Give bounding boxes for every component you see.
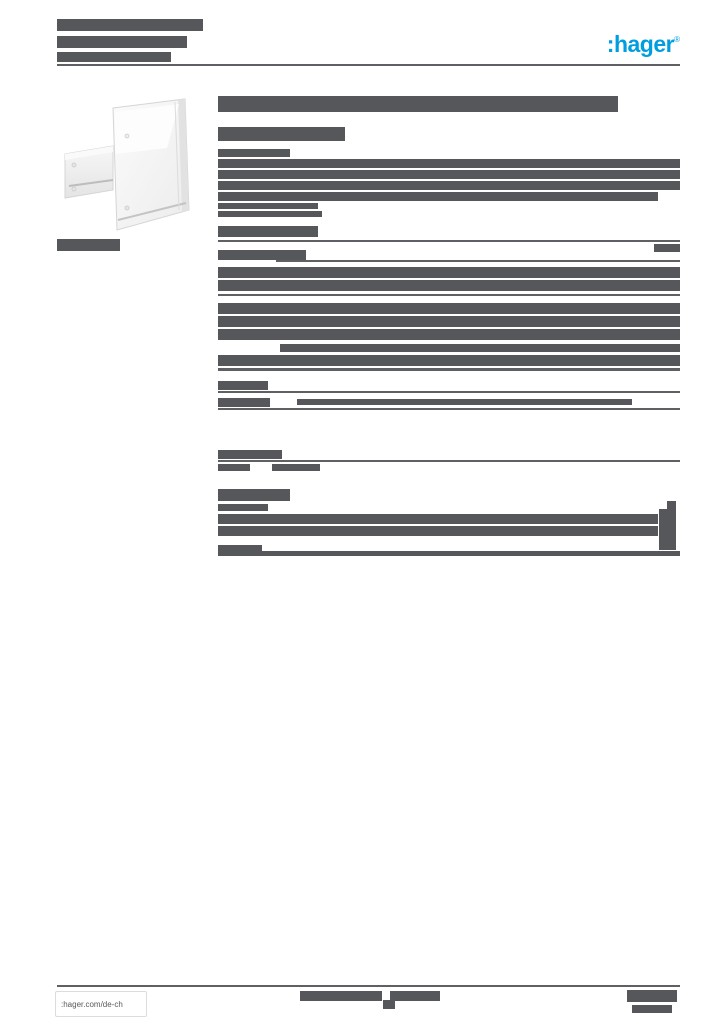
product-image [57,90,205,240]
flat-angle-trunking-graphic [57,90,205,240]
section-2-bottom-bar [218,551,680,556]
footer-center-text-2 [390,991,440,1001]
spec-row-7-rule [218,460,680,462]
spec-row-7-bit-1 [218,464,250,471]
footer-center-text-1 [300,991,382,1001]
footer-right-line-1 [627,990,677,1002]
header-ref-line-1 [57,19,203,31]
intro-line [218,149,290,157]
footer-website-link[interactable] [55,991,147,1017]
description-line-1 [218,159,680,168]
section-2-line [218,504,268,511]
spec-block-1-line-1 [218,267,680,278]
description-line-3 [218,181,680,190]
section-2-heading [218,489,290,501]
footer-right-line-2 [632,1005,672,1013]
header-rule [57,64,680,66]
image-caption [57,239,120,251]
spec-row-7-bit-2 [272,464,320,471]
section-2-para-line-2 [218,526,658,536]
section-2-right-value [659,509,676,550]
header-ref-line-3 [57,52,171,62]
footer-center-subtext [383,1000,395,1009]
spec-row-5-label [218,381,268,390]
registered-trademark-mark: ® [674,35,680,44]
hager-logo-text: :hager [606,31,675,57]
section-2-superscript [667,501,676,509]
spec-block-1-rule [218,294,680,296]
note-line-2 [218,211,322,217]
spec-block-2-line-4 [280,344,680,352]
spec-row-1-value [654,244,680,252]
footer-website-text: :hager.com/de-ch [61,999,123,1009]
spec-row-7-label [218,450,282,459]
spec-block-1-line-2 [218,280,680,291]
spec-block-2-line-1 [218,303,680,314]
spec-row-2-rule [276,260,680,262]
description-line-4 [218,192,658,201]
spec-row-6-label [218,398,270,407]
spec-row-6-text [297,399,632,405]
header-ref-line-2 [57,36,187,48]
spec-row-1-label [218,226,318,237]
description-line-2 [218,170,680,179]
spec-row-5-rule [218,391,680,393]
footer-rule [57,985,680,987]
spec-block-2-line-5 [218,355,680,366]
note-line-1 [218,203,318,209]
section-2-para-line-1 [218,514,658,524]
spec-block-2-line-2 [218,316,680,327]
spec-row-2-label [218,250,306,260]
spec-block-2-rule [218,368,680,371]
spec-block-2-line-3 [218,329,680,340]
hager-logo [586,33,680,56]
section-1-heading [218,127,345,141]
spec-row-6-rule [218,408,680,410]
product-title [218,96,618,112]
spec-row-1-rule [218,240,680,242]
